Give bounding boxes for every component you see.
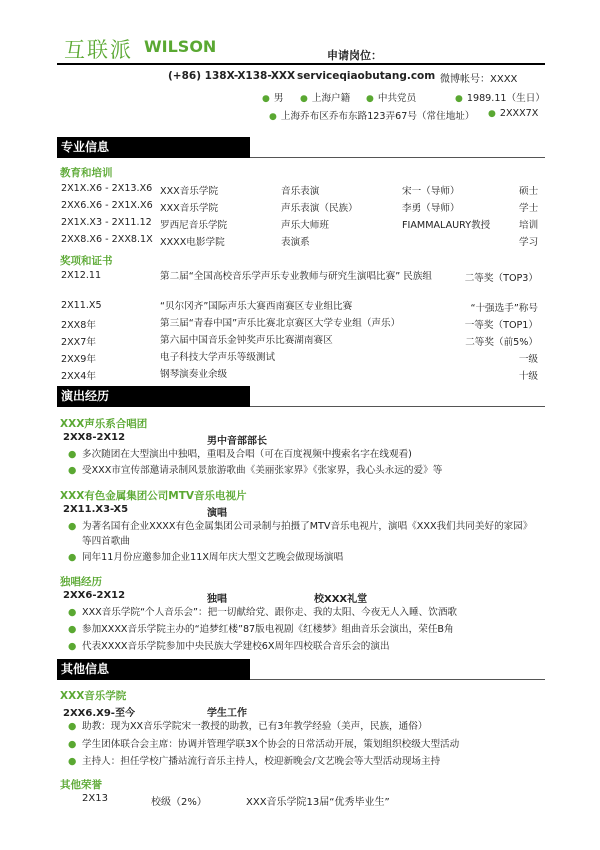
edu-school: XXXX电影学院 (160, 237, 225, 248)
award-result: 一等奖（TOP1） (464, 320, 538, 331)
email[interactable]: serviceqiaobutang.com (297, 70, 436, 82)
edu-major: 表演系 (281, 237, 310, 248)
name-cn: 互联派 (64, 38, 133, 62)
awards-title: 奖项和证书 (60, 255, 113, 267)
header-rule (57, 63, 545, 65)
section-professional: 专业信息 (57, 137, 250, 158)
list-item: ● 多次随团在大型演出中独唱，重唱及合唱（可在百度视频中搜索名字在线观看) (68, 449, 412, 460)
section-rule (250, 157, 545, 158)
bullet-icon: ● (68, 607, 77, 618)
bullet-icon: ● (488, 109, 496, 119)
award-result: 一级 (518, 354, 538, 365)
award-result: 二等奖（前5%） (465, 337, 538, 348)
other1-org: XXX音乐学院 (60, 690, 127, 702)
award-date: 2X11.X5 (61, 300, 102, 311)
bullet-icon: ● (68, 465, 77, 476)
bullet-icon: ● (68, 624, 77, 635)
edu-school: 罗西尼音乐学院 (160, 220, 228, 231)
award-result: 二等奖（TOP3） (464, 273, 538, 284)
zipcode: ● 2XXX7X (488, 108, 539, 119)
award-desc: 钢琴演奏业余级 (160, 369, 228, 380)
edu-degree: 学士 (519, 203, 539, 214)
edu-school: XXX音乐学院 (160, 203, 219, 214)
edu-degree: 硕士 (519, 186, 539, 197)
edu-date: 2XX6.X6 - 2X1X.X6 (61, 200, 153, 211)
edu-degree: 学习 (519, 237, 539, 248)
edu-date: 2X1X.X6 - 2X13.X6 (61, 183, 153, 194)
perf3-title: 独唱经历 (60, 576, 102, 588)
edu-date: 2XX8.X6 - 2XX8.1X (61, 234, 153, 245)
award-desc: 第三届“青春中国”声乐比赛北京赛区大学专业组（声乐） (160, 318, 401, 329)
birthday: ● 1989.11（生日） (455, 93, 545, 104)
edu-major: 声乐表演（民族） (281, 203, 358, 214)
bullet-icon: ● (68, 449, 77, 460)
award-date: 2X12.11 (61, 270, 102, 281)
bullet-icon: ● (68, 641, 77, 652)
party: ● 中共党员 (366, 93, 417, 104)
award-desc: 电子科技大学声乐等级测试 (160, 352, 276, 363)
perf2-date: 2X11.X3-X5 (63, 504, 129, 515)
award-date: 2XX8年 (61, 320, 96, 331)
bullet-icon: ● (366, 94, 374, 104)
honor-desc: XXX音乐学院13届“优秀毕业生” (246, 797, 390, 808)
award-desc: 第六届中国音乐金钟奖声乐比赛湖南赛区 (160, 335, 333, 346)
list-item: ● 学生团体联合会主席：协调并管理学联3X个协会的日常活动开展，策划组织校级大型活动 (68, 739, 460, 750)
edu-teacher: 宋一（导师） (402, 186, 460, 197)
edu-major: 声乐大师班 (281, 220, 329, 231)
award-desc: “贝尔冈齐”国际声乐大赛西南赛区专业组比赛 (160, 301, 353, 312)
honor-level: 校级（2%） (151, 797, 207, 808)
bullet-icon: ● (68, 521, 77, 532)
perf1-role: 男中音部部长 (207, 436, 267, 447)
list-item: ● 受XXX市宣传部邀请录制风景旅游歌曲《美丽张家界》《张家界，我心头永远的爱》等 (68, 465, 443, 476)
section-other: 其他信息 (57, 659, 250, 680)
list-item: ● 参加XXXX音乐学院主办的“追梦红楼”87版电视剧《红楼梦》组曲音乐会演出，荣任B角 (68, 624, 454, 635)
address: ● 上海乔布区乔布东路123弄67号（常住地址） (269, 111, 475, 122)
bullet-icon: ● (68, 721, 77, 732)
name-en: WILSON (144, 37, 217, 56)
list-item: ● 同年11月份应邀参加企业11X周年庆大型文艺晚会做现场演唱 (68, 552, 344, 563)
edu-date: 2X1X.X3 - 2X11.12 (61, 217, 152, 228)
hukou: ● 上海户籍 (300, 93, 351, 104)
bullet-icon: ● (300, 94, 308, 104)
list-item: ● 为著名国有企业XXXX有色金属集团公司录制与拍摄了MTV音乐电视片，演唱《XXX我们共同美好的家园》等四首歌曲 (68, 521, 533, 547)
edu-teacher: 李勇（导师） (402, 203, 460, 214)
perf3-venue: 校XXX礼堂 (314, 594, 368, 605)
perf1-org: XXX声乐系合唱团 (60, 418, 148, 430)
honor-title: 其他荣誉 (60, 779, 102, 791)
edu-school: XXX音乐学院 (160, 186, 219, 197)
edu-degree: 培训 (519, 220, 539, 231)
perf2-role: 演唱 (207, 508, 227, 519)
perf2-org: XXX有色金属集团公司MTV音乐电视片 (60, 490, 247, 502)
other1-date: 2XX6.X9-至今 (63, 708, 135, 719)
bullet-icon: ● (455, 94, 463, 104)
bullet-icon: ● (68, 756, 77, 767)
weibo: 微博帐号：XXXX (440, 74, 518, 85)
phone: (+86) 138X-X138-XXX (168, 70, 296, 82)
perf3-date: 2XX6-2X12 (63, 590, 126, 601)
other1-role: 学生工作 (207, 708, 247, 719)
section-rule (250, 406, 545, 407)
edu-major: 音乐表演 (281, 186, 320, 197)
list-item: ● 主持人：担任学校广播站流行音乐主持人，校迎新晚会/文艺晚会等大型活动现场主持 (68, 756, 441, 767)
award-date: 2XX7年 (61, 337, 96, 348)
honor-date: 2X13 (82, 793, 108, 804)
perf1-date: 2XX8-2X12 (63, 432, 126, 443)
section-performance: 演出经历 (57, 386, 250, 407)
list-item: ● 代表XXXX音乐学院参加中央民族大学建校6X周年四校联合音乐会的演出 (68, 641, 390, 652)
apply-position-label: 申请岗位： (327, 49, 382, 62)
list-item: ● XXX音乐学院“个人音乐会”：把一切献给党、跟你走、我的太阳、今夜无人入睡、饮酒歌 (68, 607, 458, 618)
education-title: 教育和培训 (60, 167, 113, 179)
award-result: “十强选手”称号 (470, 303, 538, 314)
award-desc: 第二届“全国高校音乐学声乐专业教师与研究生演唱比赛” 民族组 (160, 271, 433, 282)
bullet-icon: ● (68, 552, 77, 563)
list-item: ● 助教：现为XX音乐学院宋一教授的助教，已有3年教学经验（美声，民族，通俗） (68, 721, 428, 732)
bullet-icon: ● (262, 94, 270, 104)
award-date: 2XX4年 (61, 371, 96, 382)
section-rule (250, 679, 545, 680)
edu-teacher: FIAMMALAURY教授 (402, 220, 491, 231)
bullet-icon: ● (68, 739, 77, 750)
award-result: 十级 (518, 371, 538, 382)
bullet-icon: ● (269, 112, 277, 122)
gender: ● 男 (262, 93, 284, 104)
perf3-role: 独唱 (207, 594, 227, 605)
award-date: 2XX9年 (61, 354, 96, 365)
